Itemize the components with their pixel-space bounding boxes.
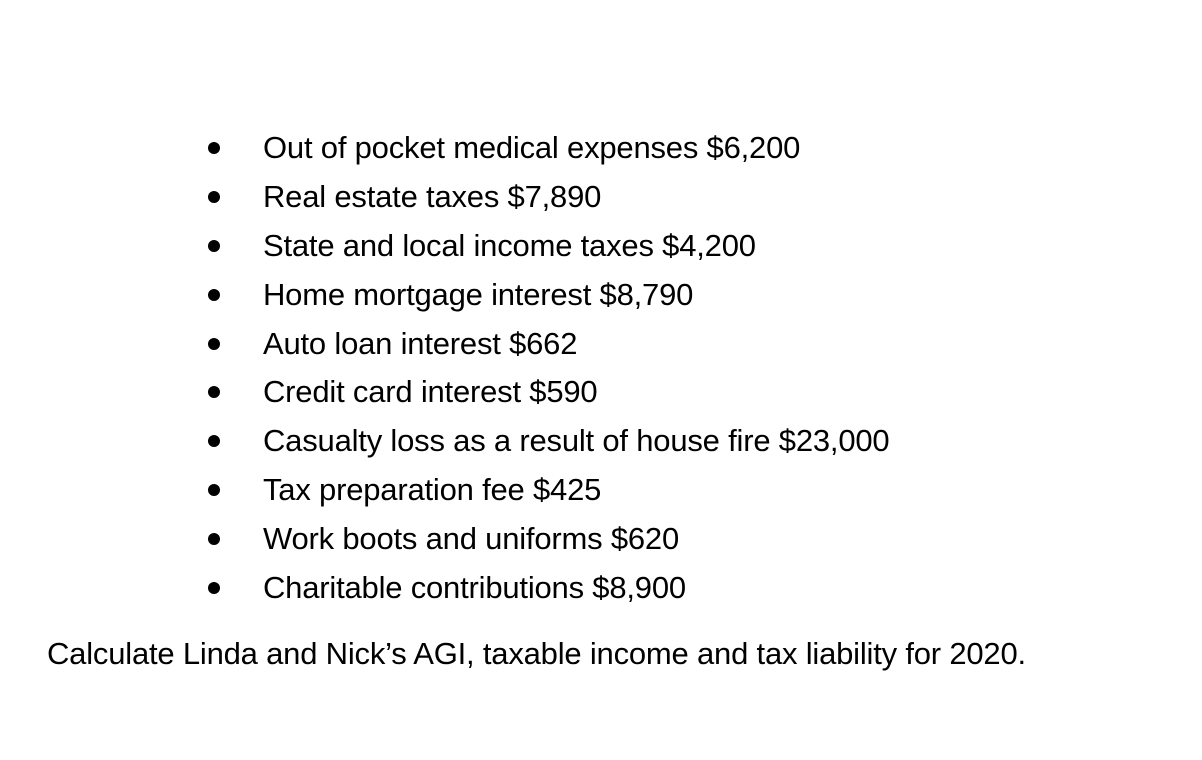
list-item — [208, 563, 889, 612]
list-item — [208, 466, 889, 515]
list-item — [208, 270, 889, 319]
bullet-icon — [208, 338, 220, 350]
list-item-text: Real estate taxes $7,890 — [263, 179, 602, 215]
bullet-icon — [208, 289, 220, 301]
list-item-text: Work boots and uniforms $620 — [263, 520, 680, 556]
list-item — [208, 222, 889, 271]
bullet-icon — [208, 533, 220, 545]
list-item — [208, 514, 889, 563]
expense-list — [208, 124, 889, 612]
list-item-text: Charitable contributions $8,900 — [263, 569, 686, 605]
list-item-text: Auto loan interest $662 — [263, 325, 578, 361]
bullet-icon — [208, 142, 220, 154]
list-item-text: Home mortgage interest $8,790 — [263, 276, 694, 312]
list-item — [208, 417, 889, 466]
bullet-icon — [208, 582, 220, 594]
list-item — [208, 319, 889, 368]
list-item — [208, 368, 889, 417]
bullet-icon — [208, 240, 220, 252]
bullet-icon — [208, 484, 220, 496]
list-item — [208, 124, 889, 173]
list-item-text: Credit card interest $590 — [263, 374, 598, 410]
list-item-text: Out of pocket medical expenses $6,200 — [263, 130, 801, 166]
list-item — [208, 173, 889, 222]
bullet-icon — [208, 435, 220, 447]
bullet-icon — [208, 386, 220, 398]
list-item-text: State and local income taxes $4,200 — [263, 227, 756, 263]
bullet-icon — [208, 191, 220, 203]
question-text: Calculate Linda and Nick’s AGI, taxable income and tax liability for 2020. — [47, 636, 1026, 671]
list-item-text: Casualty loss as a result of house fire $23,000 — [263, 423, 890, 459]
list-item-text: Tax preparation fee $425 — [263, 471, 602, 507]
